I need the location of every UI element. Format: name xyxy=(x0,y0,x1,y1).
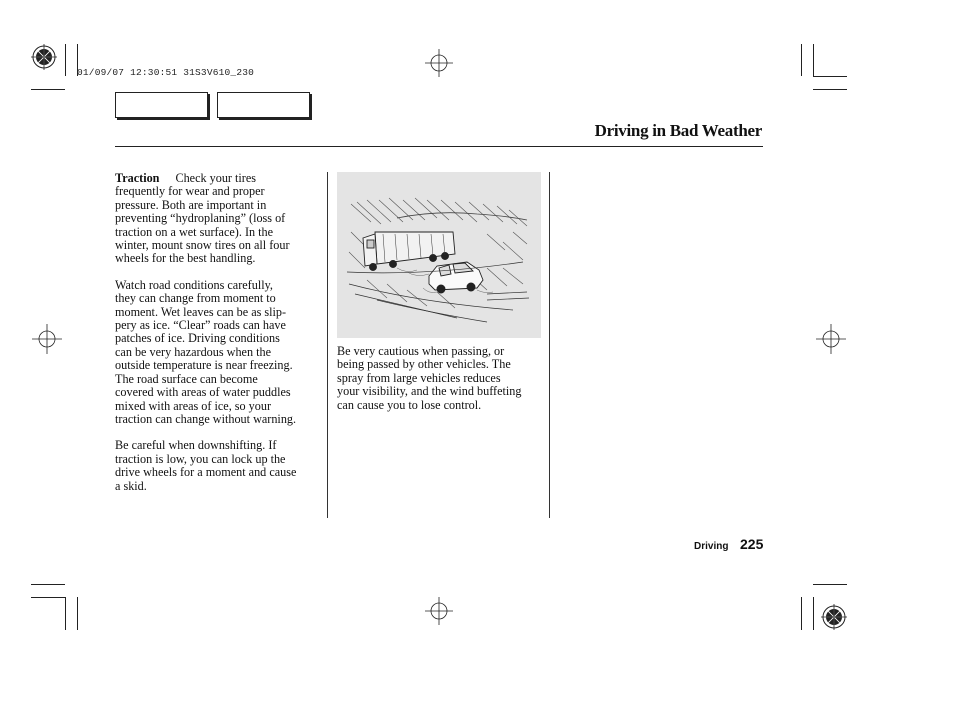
text-line: drive wheels for a moment and cause xyxy=(115,465,297,480)
text-line: patches of ice. Driving conditions xyxy=(115,331,280,346)
text-line: Watch road conditions carefully, xyxy=(115,277,273,292)
text-line: a skid. xyxy=(115,478,147,493)
page-number: 225 xyxy=(740,536,764,552)
text-line: can cause you to lose control. xyxy=(337,397,482,412)
footer-section-label: Driving xyxy=(694,541,729,552)
text-line: spray from large vehicles reduces xyxy=(337,370,501,385)
traction-term: Traction xyxy=(115,171,160,185)
text-line: pery as ice. “Clear” roads can have xyxy=(115,318,286,333)
text-line: preventing “hydroplaning” (loss of xyxy=(115,211,286,226)
text-line: they can change from moment to xyxy=(115,291,276,306)
text-line: Be very cautious when passing, or xyxy=(337,344,505,358)
column-divider-left xyxy=(327,172,328,518)
text-line: can be very hazardous when the xyxy=(115,344,271,359)
crosshair-bottom-icon xyxy=(425,597,453,625)
text-line: Check your tires xyxy=(175,171,257,185)
figure-caption xyxy=(337,345,547,412)
text-line: wheels for the best handling. xyxy=(115,251,256,266)
text-line: pressure. Both are important in xyxy=(115,197,267,212)
text-line: winter, mount snow tires on all four xyxy=(115,238,290,253)
crosshair-top-icon xyxy=(425,49,453,77)
left-column xyxy=(115,172,325,506)
text-line: moment. Wet leaves can be as slip- xyxy=(115,304,287,319)
road-conditions-paragraph xyxy=(115,279,325,426)
figure-panel xyxy=(337,172,541,338)
print-slug: 01/09/07 12:30:51 31S3V610_230 xyxy=(77,67,255,78)
registration-target-bottom-right-icon xyxy=(821,604,847,630)
page-title: Driving in Bad Weather xyxy=(594,121,762,140)
text-line: being passed by other vehicles. The xyxy=(337,357,511,372)
crosshair-left-icon xyxy=(32,324,62,354)
header-tab-box-1 xyxy=(115,92,208,118)
text-line: traction can change without warning. xyxy=(115,411,297,426)
crosshair-right-icon xyxy=(816,324,846,354)
text-line: covered with areas of water puddles xyxy=(115,385,291,400)
text-line: your visibility, and the wind buffeting xyxy=(337,384,522,399)
traction-paragraph xyxy=(115,172,325,266)
text-line: The road surface can become xyxy=(115,371,258,386)
downshifting-paragraph xyxy=(115,439,325,493)
registration-target-top-left-icon xyxy=(31,44,57,70)
text-line: frequently for wear and proper xyxy=(115,184,265,199)
title-rule xyxy=(115,146,763,147)
text-line: mixed with areas of ice, so your xyxy=(115,398,272,413)
text-line: traction on a wet surface). In the xyxy=(115,224,274,239)
column-divider-right xyxy=(549,172,550,518)
text-line: Be careful when downshifting. If xyxy=(115,438,277,453)
text-line: outside temperature is near freezing. xyxy=(115,358,293,373)
header-tab-box-2 xyxy=(217,92,310,118)
text-line: traction is low, you can lock up the xyxy=(115,451,286,466)
truck-and-car-in-rain-icon xyxy=(337,172,541,338)
